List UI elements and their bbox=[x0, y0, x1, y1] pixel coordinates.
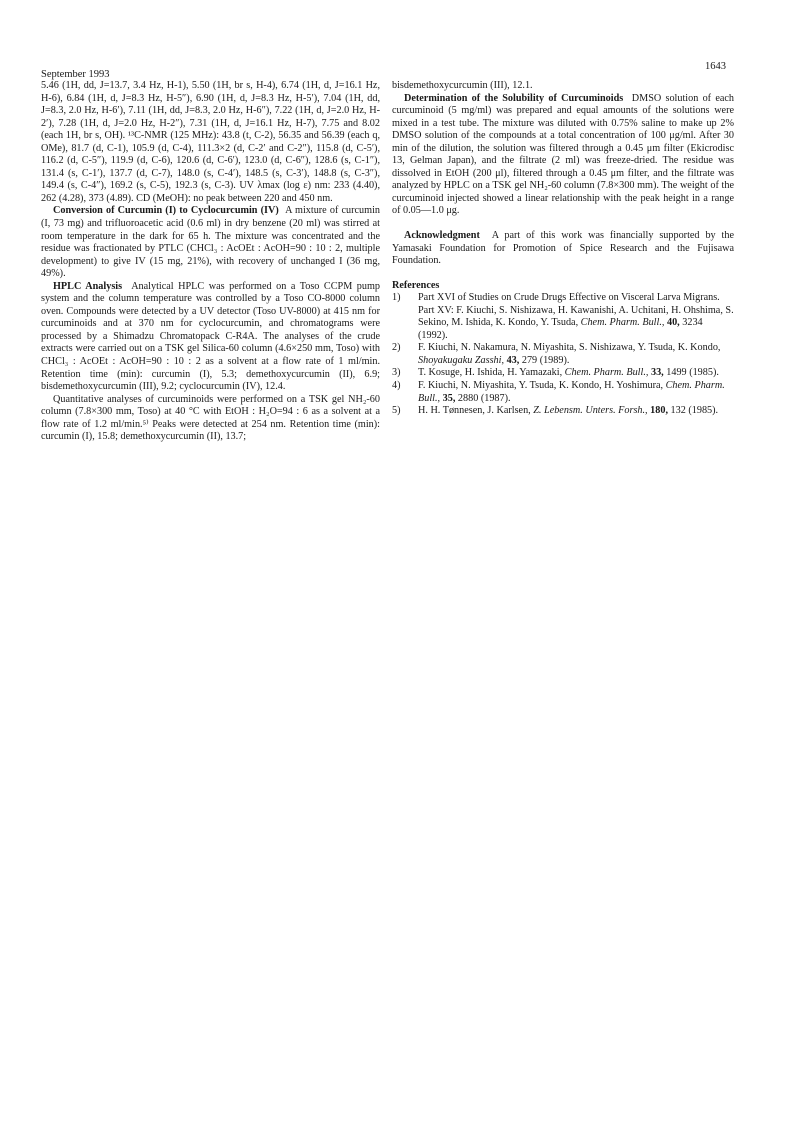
reference-text bbox=[418, 367, 734, 380]
reference-pages: 3234 (1992). bbox=[418, 317, 703, 341]
reference-journal: Chem. Pharm. Bull., bbox=[564, 367, 649, 379]
reference-pages: 2880 (1987). bbox=[457, 392, 511, 404]
reference-item bbox=[392, 405, 734, 418]
solubility-paragraph bbox=[392, 93, 734, 218]
page-number: 1643 bbox=[705, 61, 726, 72]
reference-authors: H. H. Tønnesen, J. Karlsen, bbox=[418, 405, 531, 417]
reference-text bbox=[418, 380, 734, 405]
hplc-paragraph bbox=[41, 281, 380, 394]
right-column bbox=[392, 80, 734, 418]
reference-number: 2) bbox=[392, 342, 401, 354]
reference-authors: T. Kosuge, H. Ishida, H. Yamazaki, bbox=[418, 367, 563, 379]
reference-item bbox=[392, 292, 734, 342]
conversion-heading: Conversion of Curcumin (I) to Cyclocurcumin (IV) bbox=[53, 205, 279, 217]
running-header-date: September 1993 bbox=[41, 69, 110, 80]
reference-item bbox=[392, 342, 734, 367]
reference-authors: F. Kiuchi, N. Nakamura, N. Miyashita, S. Nishizawa, Y. Tsuda, K. Kondo, bbox=[418, 342, 721, 354]
reference-number: 1) bbox=[392, 292, 401, 304]
references-heading: References bbox=[392, 279, 440, 291]
acknowledgment-heading: Acknowledgment bbox=[404, 230, 480, 242]
reference-pages: 132 (1985). bbox=[670, 405, 719, 417]
continuation-paragraph: bisdemethoxycurcumin (III), 12.1. bbox=[392, 80, 533, 91]
reference-text bbox=[418, 342, 734, 367]
reference-volume: 35, bbox=[442, 392, 456, 404]
reference-pages: 1499 (1985). bbox=[666, 367, 719, 379]
reference-list bbox=[392, 292, 734, 417]
reference-volume: 40, bbox=[666, 317, 680, 329]
reference-journal: Shoyakugaku Zasshi, bbox=[418, 354, 505, 366]
reference-item bbox=[392, 367, 734, 380]
left-column bbox=[41, 80, 380, 444]
reference-volume: 180, bbox=[650, 405, 668, 417]
reference-volume: 43, bbox=[506, 354, 520, 366]
reference-text bbox=[418, 292, 734, 342]
nmr-data-paragraph: 5.46 (1H, dd, J=13.7, 3.4 Hz, H-1), 5.50 (1H, br s, H-4), 6.74 (1H, d, J=16.1 Hz, H-6), 6.84 (1H, d, J=8.3 Hz, H-5″), 6.90 (1H, d, J=8.3 Hz, H-5′), 7.04 (1H, dd, J=8.3, 2.0 Hz, H-6′), 7.11 (1H, dd, J=8.3, 2.0 Hz, H-6″), 7.22 (1H, d, J=2.0 Hz, H-2′), 7.28 (1H, d, J=2.0 Hz, H-2″), 7.31 (1H, d, J=16.1 Hz, H-7), 7.75 and 8.02 (each 1H, br s, OH). ¹³C-NMR (125 MHz): 43.8 (t, C-2), 56.35 and 56.39 (each q, OMe), 81.7 (d, C-1), 105.9 (d, C-4), 111.3×2 (d, C-2′ and C-2″), 115.8 (d, C-5′), 116.2 (d, C-5″), 119.9 (d, C-6), 120.6 (d, C-6′), 123.0 (d, C-6″), 128.6 (s, C-1″), 131.4 (s, C-1′), 137.7 (d, C-7), 148.0 (s, C-4′), 148.5 (s, C-3′), 148.8 (s, C-3″), 149.4 (s, C-4″), 169.2 (s, C-5), 192.3 (s, C-3). UV λmax (log ε) nm: 233 (4.40), 262 (4.28), 373 (4.89). CD (MeOH): no peak between 220 and 450 nm. bbox=[41, 80, 380, 204]
acknowledgment-text: A part of this work was financially supported by the Yamasaki Foundation for Promotion of Spice Research and the Fujisawa Foundation. bbox=[392, 230, 735, 267]
reference-number: 4) bbox=[392, 380, 401, 392]
reference-authors: F. Kiuchi, N. Miyashita, Y. Tsuda, K. Kondo, H. Yoshimura, bbox=[418, 380, 664, 392]
reference-journal: Z. Lebensm. Unters. Forsh., bbox=[533, 405, 648, 417]
reference-journal: Chem. Pharm. Bull., bbox=[418, 380, 725, 404]
reference-text bbox=[418, 405, 734, 418]
reference-pages: 279 (1989). bbox=[521, 354, 570, 366]
solubility-heading: Determination of the Solubility of Curcuminoids bbox=[404, 92, 624, 104]
reference-number: 5) bbox=[392, 405, 401, 417]
conversion-paragraph bbox=[41, 205, 380, 280]
hplc-heading: HPLC Analysis bbox=[53, 280, 123, 292]
reference-number: 3) bbox=[392, 367, 401, 379]
hplc-text: Analytical HPLC was performed on a Toso CCPM pump system and the column temperature was controlled by a Toso CO-8000 column oven. Compounds were detected by a UV detector (Toso UV-8000) at 415 nm for curcuminoids and at 370 nm for cyclocurcumin, and chromatograms were processed by a Shimadzu Chromatopack C-R4A. The analyses of the crude extracts were carried out on a TSK gel Silica-60 column (4.6×250 mm, Toso) with CHCl₃ : AcOEt : AcOH=90 : 10 : 2 as a solvent at a flow rate of 1 ml/min. Retention time (min): curcumin (I), 5.3; demethoxycurcumin (II), 6.9; bisdemethoxycurcumin (III), 9.2; cyclocurcumin (IV), 12.4. bbox=[41, 280, 381, 393]
solubility-text: DMSO solution of each curcuminoid (5 mg/ml) was prepared and equal amounts of the solutions were mixed in a test tube. The mixture was diluted with 0.75% saline to make up 2% DMSO solution of the compounds at a total concentration of 100 μg/ml. After 30 min of the dilution, the solution was filtered through a 0.45 μm filter (Ekicrodisc 13, Gelman Japan), and the filtrate (2 ml) was freeze-dried. The residue was dissolved in EtOH (200 μl), filtered through a 0.45 μm filter, and the filtrate was analyzed by HPLC on a TSK gel NH₂-60 column (7.8×300 mm). The weight of the curcuminoid injected showed a linear relationship with the peak height in a range of 0.05—1.0 μg. bbox=[392, 92, 734, 217]
acknowledgment-paragraph bbox=[392, 230, 734, 268]
quantitative-paragraph: Quantitative analyses of curcuminoids were performed on a TSK gel NH₂-60 column (7.8×300 mm, Toso) at 40 °C with EtOH : H₂O=94 : 6 as a solvent at a flow rate of 1.2 ml/min.⁵⁾ Peaks were detected at 254 nm. Retention time (min): curcumin (I), 15.8; demethoxycurcumin (II), 13.7; bbox=[41, 393, 380, 443]
reference-item bbox=[392, 380, 734, 405]
reference-authors: Part XVI of Studies on Crude Drugs Effective on Visceral Larva Migrans. Part XV: F. Kiuchi, S. Nishizawa, H. Kawanishi, A. Uchitani, H. Ohshima, S. Sekino, M. Ishida, K. Kondo, Y. Tsuda, bbox=[418, 292, 734, 329]
conversion-text: A mixture of curcumin (I, 73 mg) and trifluoroacetic acid (0.6 ml) in dry benzene (20 ml) was stirred at room temperature in the dark for 65 h. The mixture was concentrated and the residue was fractionated by PTLC (CHCl₃ : AcOEt : AcOH=90 : 10 : 2, multiple development) to give IV (15 mg, 21%), with recovery of unchanged I (36 mg, 49%). bbox=[41, 205, 380, 280]
reference-journal: Chem. Pharm. Bull., bbox=[580, 317, 665, 329]
reference-volume: 33, bbox=[650, 367, 664, 379]
